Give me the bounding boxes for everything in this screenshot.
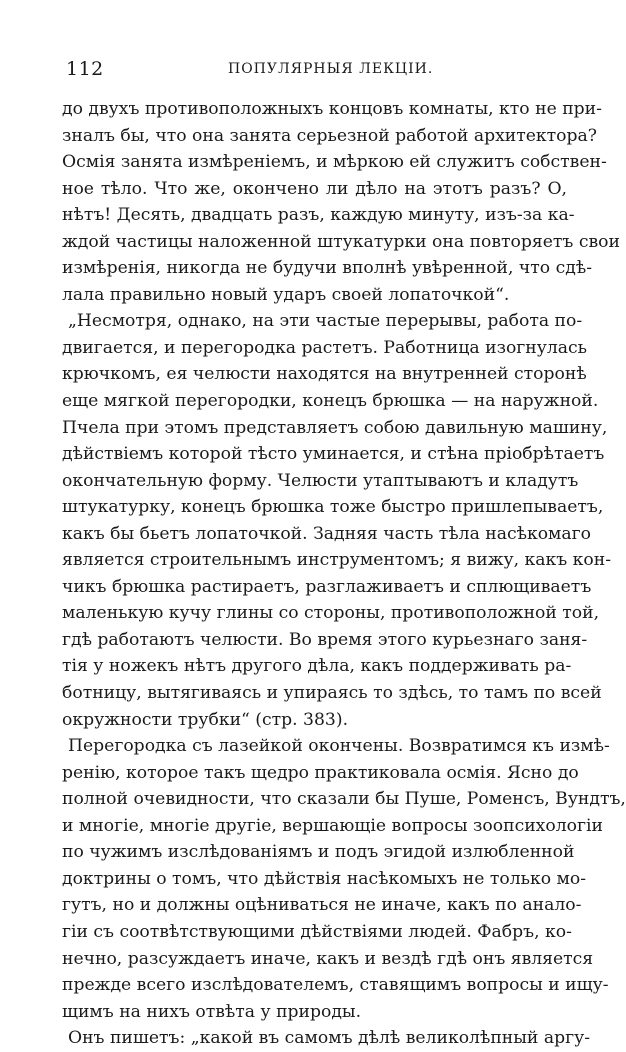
text-line: ренію, которое такъ щедро практиковала осмія. Ясно до [62,762,579,783]
text-line: нечно, разсуждаетъ иначе, какъ и вездѣ гдѣ онъ является [62,948,594,969]
text-line: ботницу, вытягиваясь и упираясь то здѣсь, то тамъ по всей [62,683,602,704]
text-line: гутъ, но и должны оцѣниваться не иначе, какъ по анало- [62,895,582,916]
text-line: по чужимъ изслѣдованіямъ и подъ эгидой излюбленной [62,842,575,863]
paragraph-start-line: „Несмотря, однако, на эти частые перерывы, работа по- [68,311,583,332]
text-line: ждой частицы наложенной штукатурки она повторяетъ свои [62,231,620,252]
text-line: чикъ брюшка растираетъ, разглаживаетъ и сплющиваетъ [62,576,592,597]
text-line: до двухъ противоположныхъ концовъ комнаты, кто не при- [62,99,602,119]
text-line: окружности трубки“ (стр. 383). [62,709,349,730]
text-line: Осмія занята измѣреніемъ, и мѣркою ей служитъ собствен- [62,152,607,173]
text-line: дѣйствіемъ которой тѣсто уминается, и стѣна пріобрѣтаетъ [62,444,605,465]
text-line: лала правильно новый ударъ своей лопаточкой“. [62,284,510,305]
page-number: 112 [66,58,104,80]
text-line: какъ бы бьетъ лопаточкой. Задняя часть тѣла насѣкомаго [62,523,592,544]
text-line: зналъ бы, что она занята серьезной работой архитектора? [62,125,597,146]
text-line: еще мягкой перегородки, конецъ брюшка — на наружной. [62,391,599,412]
text-line: ное тѣло. Что же, окончено ли дѣло на этотъ разъ? О, [62,178,567,199]
paragraph-start-line: Перегородка съ лазейкой окончены. Возвратимся къ измѣ- [68,736,610,757]
running-title: ПОПУЛЯРНЫЯ ЛЕКЦІИ. [228,61,434,77]
text-line: крючкомъ, ея челюсти находятся на внутренней сторонѣ [62,364,587,385]
text-line: полной очевидности, что сказали бы Пуше, Роменсъ, Вундтъ, [62,789,626,810]
paragraph-start-line: Онъ пишетъ: „какой въ самомъ дѣлѣ великолѣпный аргу- [68,1028,591,1049]
body-text [62,96,626,1052]
text-line: щимъ на нихъ отвѣта у природы. [62,1001,362,1022]
text-line: является строительнымъ инструментомъ; я вижу, какъ кон- [62,550,612,571]
text-line: измѣренія, никогда не будучи вполнѣ увѣренной, что сдѣ- [62,258,593,279]
text-line: двигается, и перегородка растетъ. Работница изогнулась [62,337,588,358]
text-line: и многіе, многіе другіе, вершающіе вопросы зоопсихологіи [62,815,603,836]
text-line: прежде всего изслѣдователемъ, ставящимъ вопросы и ищу- [62,975,609,996]
text-line: доктрины о томъ, что дѣйствія насѣкомыхъ не только мо- [62,868,587,889]
text-line: тія у ножекъ нѣтъ другого дѣла, какъ поддерживать ра- [62,656,572,677]
text-line: гіи съ соотвѣтствующими дѣйствіями людей. Фабръ, ко- [62,921,572,942]
text-line: Пчела при этомъ представляетъ собою давильную машину, [62,417,608,438]
text-line: нѣтъ! Десять, двадцать разъ, каждую минуту, изъ-за ка- [62,205,575,226]
text-line: штукатурку, конецъ брюшка тоже быстро пришлепываетъ, [62,497,604,518]
text-line: окончательную форму. Челюсти утаптываютъ и кладутъ [62,470,579,491]
text-line: маленькую кучу глины со стороны, противоположной той, [62,603,600,624]
text-line: гдѣ работаютъ челюсти. Во время этого курьезнаго заня- [62,629,588,650]
